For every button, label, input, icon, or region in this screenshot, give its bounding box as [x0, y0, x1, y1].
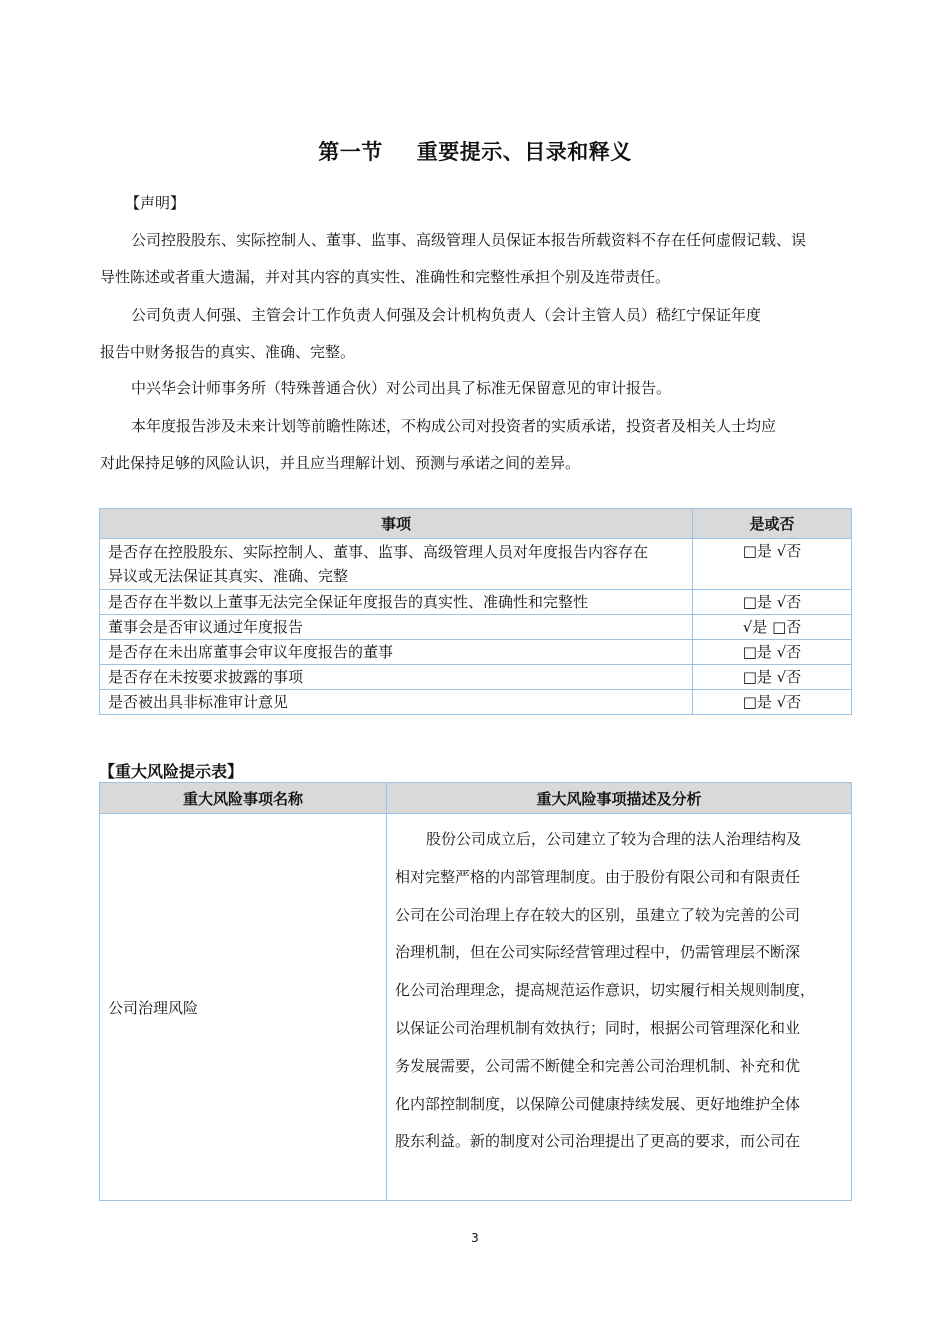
page-number: 3	[471, 1231, 479, 1245]
column-header-risk-name: 重大风险事项名称	[100, 783, 387, 814]
answer-cell: □是 √否	[693, 640, 852, 665]
text-line: 是否存在控股股东、实际控制人、董事、监事、高级管理人员对年度报告内容存在	[108, 543, 649, 561]
matter-cell: 是否被出具非标准审计意见	[100, 690, 693, 715]
table-row	[100, 590, 852, 615]
text-line: 股东利益。新的制度对公司治理提出了更高的要求，而公司在	[395, 1132, 801, 1151]
text-line: 股份公司成立后，公司建立了较为合理的法人治理结构及	[426, 830, 802, 848]
text-line: 化公司治理理念，提高规范运作意识，切实履行相关规则制度，	[395, 981, 816, 1000]
text-line: 公司在公司治理上存在较大的区别，虽建立了较为完善的公司	[395, 905, 801, 924]
declaration-paragraph	[100, 370, 852, 407]
text-line: 公司负责人何强、主管会计工作负责人何强及会计机构负责人（会计主管人员）嵇红宁保证年度	[131, 306, 762, 324]
table-header-row	[100, 783, 852, 814]
table-row	[100, 539, 852, 590]
table-header-row	[100, 509, 852, 539]
declaration-paragraph	[100, 408, 852, 482]
text-line: 异议或无法保证其真实、准确、完整	[108, 567, 349, 585]
risk-name-cell: 公司治理风险	[100, 814, 387, 1201]
table-row	[100, 814, 852, 1201]
matter-cell: 是否存在未按要求披露的事项	[100, 665, 693, 690]
risk-description	[395, 821, 843, 1161]
column-header-yes-no: 是或否	[693, 509, 852, 539]
table-row	[100, 665, 852, 690]
answer-cell: □是 √否	[693, 539, 852, 590]
text-line: 中兴华会计师事务所（特殊普通合伙）对公司出具了标准无保留意见的审计报告。	[131, 379, 672, 397]
text-line: 化内部控制制度，以保障公司健康持续发展、更好地维护全体	[395, 1094, 801, 1113]
text-line: 务发展需要，公司需不断健全和完善公司治理机制、补充和优	[395, 1056, 801, 1075]
answer-cell: □是 √否	[693, 690, 852, 715]
section-heading: 重要提示、目录和释义	[416, 140, 632, 164]
text-line: 治理机制，但在公司实际经营管理过程中，仍需管理层不断深	[395, 943, 801, 962]
section-number: 第一节	[318, 140, 383, 164]
text-line: 以保证公司治理机制有效执行；同时，根据公司管理深化和业	[395, 1018, 801, 1037]
answer-cell: √是 □否	[693, 615, 852, 640]
text-line: 本年度报告涉及未来计划等前瞻性陈述，不构成公司对投资者的实质承诺，投资者及相关人士均应	[131, 417, 777, 435]
matters-table	[99, 508, 852, 715]
risk-table	[99, 782, 852, 1201]
risk-description-cell	[387, 814, 852, 1201]
section-title	[0, 136, 950, 166]
risk-table-heading: 【重大风险提示表】	[99, 762, 244, 781]
table-row	[100, 690, 852, 715]
table-row	[100, 615, 852, 640]
matter-cell: 董事会是否审议通过年度报告	[100, 615, 693, 640]
matter-cell: 是否存在半数以上董事无法完全保证年度报告的真实性、准确性和完整性	[100, 590, 693, 615]
text-line: 相对完整严格的内部管理制度。由于股份有限公司和有限责任	[395, 867, 801, 886]
matter-cell: 是否存在未出席董事会审议年度报告的董事	[100, 640, 693, 665]
text-line: 导性陈述或者重大遗漏，并对其内容的真实性、准确性和完整性承担个别及连带责任。	[100, 268, 671, 286]
declaration-heading: 【声明】	[125, 194, 186, 212]
text-line: 对此保持足够的风险认识，并且应当理解计划、预测与承诺之间的差异。	[100, 454, 581, 472]
column-header-risk-description: 重大风险事项描述及分析	[387, 783, 852, 814]
text-line: 报告中财务报告的真实、准确、完整。	[100, 343, 356, 361]
matter-cell	[100, 539, 693, 590]
declaration-paragraph	[100, 222, 852, 296]
declaration-paragraph	[100, 297, 852, 371]
answer-cell: □是 √否	[693, 665, 852, 690]
table-row	[100, 640, 852, 665]
text-line: 公司控股股东、实际控制人、董事、监事、高级管理人员保证本报告所载资料不存在任何虚假记载、误	[131, 231, 807, 249]
column-header-matter: 事项	[100, 509, 693, 539]
answer-cell: □是 √否	[693, 590, 852, 615]
